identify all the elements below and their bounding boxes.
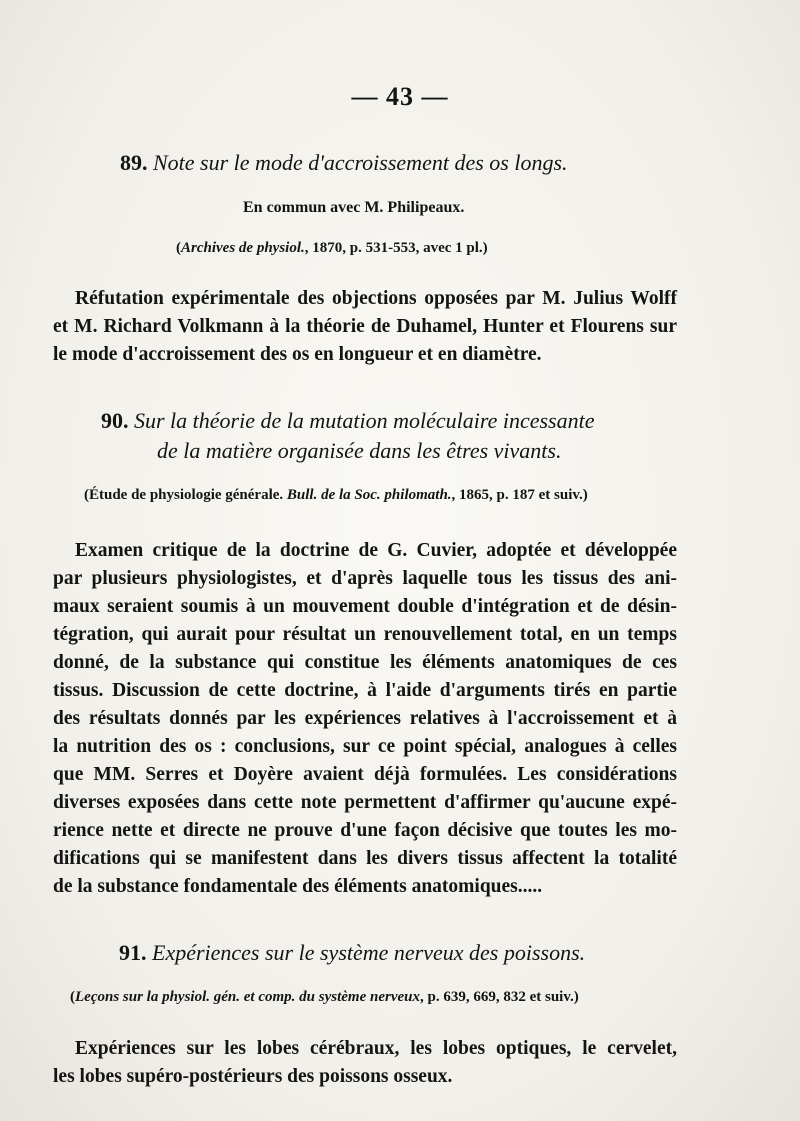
entry-90-text-line: par plusieurs physiologistes, et d'après laquelle tous les tissus des ani- [53,568,677,589]
entry-91-text-line: les lobes supéro-postérieurs des poissons osseux. [53,1066,453,1087]
entry-title: Note sur le mode d'accroissement des os longs. [153,150,568,175]
entry-89-text-line: Réfutation expérimentale des objections opposées par M. Julius Wolff [75,288,677,309]
page-number: — 43 — [351,82,449,111]
entry-number: 89. [120,150,148,175]
entry-number: 91. [119,940,147,965]
entry-89-source: (Archives de physiol., 1870, p. 531-553, avec 1 pl.) [176,240,488,256]
source-publication: Bull. de la Soc. philomath. [286,487,452,503]
entry-title-continued: de la matière organisée dans les êtres vivants. [157,438,562,463]
entry-89-text-line: le mode d'accroissement des os en longueur et en diamètre. [53,344,542,365]
entry-90-text-line: difications qui se manifestent dans les divers tissus affectent la totalité [53,848,677,869]
source-details: , 1865, p. 187 et suiv.) [451,487,588,503]
entry-90-heading [101,408,595,434]
entry-90-text-line: des résultats donnés par les expériences relatives à l'accroissement et à [53,708,677,729]
entry-90-text-line: diverses exposées dans cette note permettent d'affirmer qu'aucune expé- [53,792,677,813]
entry-91-text-line: Expériences sur les lobes cérébraux, les lobes optiques, le cervelet, [75,1038,677,1059]
entry-number: 90. [101,408,129,433]
entry-90-text-line: de la substance fondamentale des éléments anatomiques..... [53,876,543,897]
entry-89-text-line: et M. Richard Volkmann à la théorie de Duhamel, Hunter et Flourens sur [53,316,677,337]
entry-91-heading [119,940,585,966]
entry-90-text-line: maux seraient soumis à un mouvement double d'intégration et de désin- [53,596,677,617]
entry-89-heading [120,150,568,176]
source-publication: Archives de physiol. [181,240,305,256]
source-details: , p. 639, 669, 832 et suiv.) [420,989,579,1005]
entry-90-text-line: la nutrition des os : conclusions, sur ce point spécial, analogues à celles [53,736,677,757]
entry-89-collaboration: En commun avec M. Philipeaux. [243,199,465,216]
source-prefix: (Étude de physiologie générale. [84,487,287,503]
entry-90-source [84,487,588,504]
entry-title: Sur la théorie de la mutation moléculaire incessante [134,408,595,433]
source-publication: Leçons sur la physiol. gén. et comp. du système nerveux [75,989,420,1005]
entry-91-source: (Leçons sur la physiol. gén. et comp. du système nerveux, p. 639, 669, 832 et suiv.) [70,989,579,1005]
entry-90-heading-line2 [157,438,561,464]
source-details: , 1870, p. 531-553, avec 1 pl.) [304,240,488,256]
entry-90-text-line: donné, de la substance qui constitue les éléments anatomiques de ces [53,652,677,673]
entry-90-text-line: rience nette et directe ne prouve d'une façon décisive que toutes les mo- [53,820,677,841]
entry-title: Expériences sur le système nerveux des poissons. [152,940,586,965]
entry-90-text-line: que MM. Serres et Doyère avaient déjà formulées. Les considérations [53,764,677,785]
entry-90-text-line: tissus. Discussion de cette doctrine, à l'aide d'arguments tirés en partie [53,680,677,701]
entry-90-text-line: Examen critique de la doctrine de G. Cuvier, adoptée et développée [75,540,677,561]
entry-90-text-line: tégration, qui aurait pour résultat un renouvellement total, en un temps [53,624,677,645]
